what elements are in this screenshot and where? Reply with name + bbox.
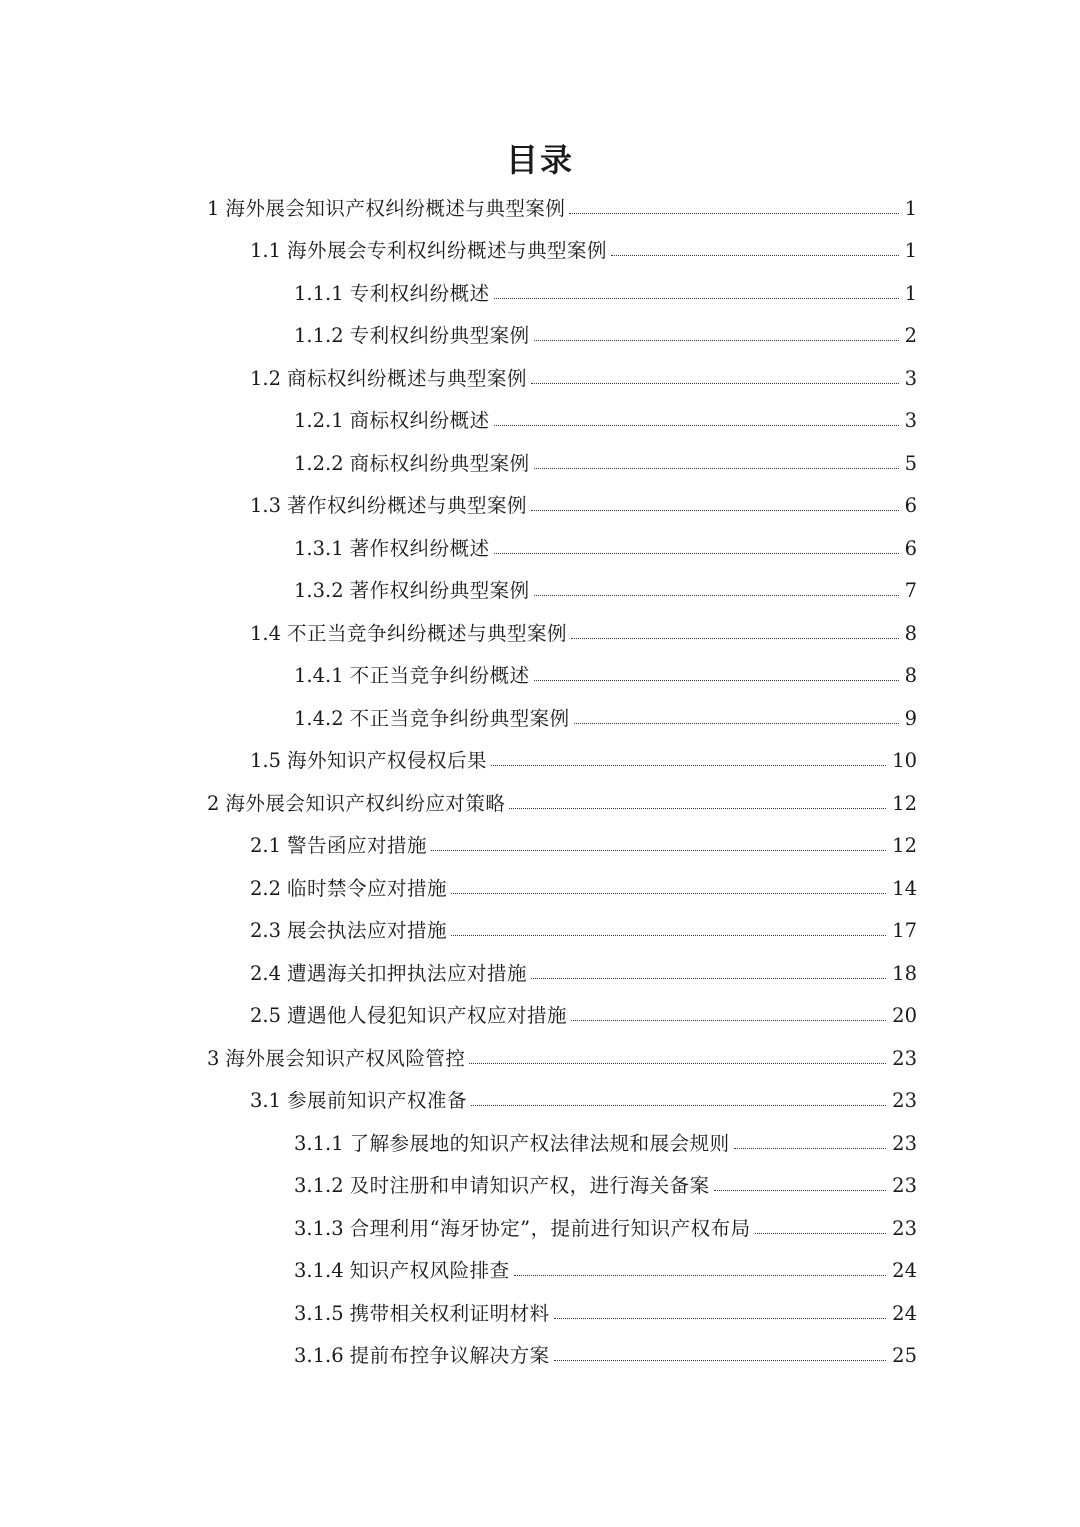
toc-entry-page: 6 <box>904 494 917 517</box>
toc-entry-number: 2.3 <box>250 919 282 942</box>
toc-entry-page: 17 <box>892 919 917 942</box>
toc-entry-number: 3.1.4 <box>294 1259 344 1282</box>
toc-entry[interactable] <box>0 1037 1080 1080</box>
toc-entry[interactable] <box>0 697 1080 740</box>
toc-entry-title: 不正当竞争纠纷概述 <box>349 664 530 687</box>
toc-entry-page: 23 <box>892 1131 917 1155</box>
toc-entry-title: 携带相关权利证明材料 <box>349 1301 550 1325</box>
toc-entry[interactable] <box>0 782 1080 825</box>
toc-entry-title: 遭遇他人侵犯知识产权应对措施 <box>287 1004 568 1027</box>
toc-entry-page: 1 <box>904 196 917 220</box>
toc-entry-title: 不正当竞争纠纷概述与典型案例 <box>287 621 568 645</box>
toc-entry-page: 3 <box>904 409 917 432</box>
toc-dot-leader <box>714 1190 887 1191</box>
toc-entry-title: 商标权纠纷典型案例 <box>349 451 530 475</box>
toc-entry[interactable] <box>0 570 1080 613</box>
toc-entry-number: 1.5 <box>250 749 282 772</box>
toc-entry-number: 3.1.3 <box>294 1216 344 1240</box>
toc-entry-page: 14 <box>892 876 917 900</box>
toc-entry-title: 商标权纠纷概述与典型案例 <box>287 366 528 390</box>
toc-entry[interactable] <box>0 1335 1080 1378</box>
toc-entry[interactable] <box>0 230 1080 273</box>
toc-entry-number: 1.1.1 <box>294 281 344 305</box>
toc-entry-page: 23 <box>892 1046 917 1070</box>
toc-entry-number: 1.4.2 <box>294 706 344 730</box>
toc-dot-leader <box>469 1063 886 1064</box>
toc-entry-title: 遭遇海关扣押执法应对措施 <box>287 961 528 985</box>
toc-dot-leader <box>534 340 899 341</box>
toc-entry[interactable] <box>0 485 1080 528</box>
toc-entry[interactable] <box>0 1165 1080 1208</box>
toc-dot-leader <box>451 893 886 894</box>
toc-entry-page: 5 <box>904 451 917 475</box>
toc-dot-leader <box>494 298 899 299</box>
toc-entry[interactable] <box>0 740 1080 783</box>
toc-entry-title: 不正当竞争纠纷典型案例 <box>349 706 570 730</box>
toc-entry-title: 及时注册和申请知识产权，进行海关备案 <box>349 1174 710 1197</box>
toc-entry-title: 专利权纠纷概述 <box>349 281 490 305</box>
toc-entry[interactable] <box>0 315 1080 358</box>
toc-title: 目录 <box>505 141 574 179</box>
toc-entry-page: 3 <box>904 366 917 390</box>
toc-entry-page: 8 <box>904 664 917 687</box>
toc-dot-leader <box>431 850 886 851</box>
toc-entry-number: 3 <box>207 1046 220 1070</box>
toc-entry[interactable] <box>0 272 1080 315</box>
toc-entry-title: 海外展会知识产权纠纷概述与典型案例 <box>225 196 566 220</box>
toc-entry[interactable] <box>0 867 1080 910</box>
toc-entry-page: 18 <box>892 961 917 985</box>
toc-entry-page: 8 <box>904 621 917 645</box>
toc-entry-page: 6 <box>904 536 917 560</box>
toc-entry-title: 海外知识产权侵权后果 <box>287 749 488 772</box>
toc-entry-page: 12 <box>892 834 917 857</box>
toc-dot-leader <box>554 1318 887 1319</box>
toc-entry-title: 海外展会知识产权风险管控 <box>225 1046 466 1070</box>
toc-dot-leader <box>571 638 899 639</box>
toc-entry[interactable] <box>0 1292 1080 1335</box>
toc-entry-title: 临时禁令应对措施 <box>287 876 448 900</box>
toc-entry-number: 3.1.2 <box>294 1174 344 1197</box>
toc-entry-title: 专利权纠纷典型案例 <box>349 324 530 347</box>
toc-entry-number: 1.4.1 <box>294 664 344 687</box>
toc-dot-leader <box>571 1020 886 1021</box>
toc-entry-title: 知识产权风险排查 <box>349 1259 510 1282</box>
toc-dot-leader <box>611 255 899 256</box>
toc-entry-number: 1.4 <box>250 621 282 645</box>
toc-entry[interactable] <box>0 655 1080 698</box>
toc-entry[interactable] <box>0 612 1080 655</box>
toc-entry[interactable] <box>0 1207 1080 1250</box>
toc-entry-page: 23 <box>892 1216 917 1240</box>
toc-entry-number: 1 <box>207 196 220 220</box>
toc-entry-number: 1.2.2 <box>294 451 344 475</box>
toc-dot-leader <box>494 553 899 554</box>
toc-entry-title: 警告函应对措施 <box>287 834 428 857</box>
toc-dot-leader <box>569 213 898 214</box>
toc-entry-page: 23 <box>892 1174 917 1197</box>
toc-entry-title: 参展前知识产权准备 <box>287 1089 468 1112</box>
toc-entry-number: 2 <box>207 791 220 815</box>
toc-entry[interactable] <box>0 1122 1080 1165</box>
toc-dot-leader <box>494 425 899 426</box>
toc-entry[interactable] <box>0 400 1080 443</box>
toc-entry-page: 24 <box>892 1259 917 1282</box>
toc-entry-page: 12 <box>892 791 917 815</box>
toc-entry[interactable] <box>0 910 1080 953</box>
toc-entry-page: 10 <box>892 749 917 772</box>
toc-entry-page: 25 <box>892 1344 917 1367</box>
toc-entry-page: 20 <box>892 1004 917 1027</box>
toc-entry-page: 2 <box>904 324 917 347</box>
toc-entry-title: 合理利用“海牙协定”，提前进行知识产权布局 <box>349 1216 751 1240</box>
toc-entry-page: 9 <box>904 706 917 730</box>
toc-dot-leader <box>534 595 899 596</box>
toc-entry[interactable] <box>0 527 1080 570</box>
toc-entry[interactable] <box>0 187 1080 230</box>
toc-entry-number: 3.1.6 <box>294 1344 344 1367</box>
toc-entry-number: 2.4 <box>250 961 282 985</box>
toc-entry-page: 1 <box>904 281 917 305</box>
toc-entry-title: 海外展会知识产权纠纷应对策略 <box>225 791 506 815</box>
toc-entry-number: 3.1.1 <box>294 1131 344 1155</box>
toc-dot-leader <box>531 383 899 384</box>
toc-dot-leader <box>534 468 899 469</box>
toc-entry-number: 2.5 <box>250 1004 282 1027</box>
toc-entry[interactable] <box>0 442 1080 485</box>
toc-entry-title: 商标权纠纷概述 <box>349 409 490 432</box>
toc-entry-number: 1.1 <box>250 239 282 262</box>
toc-entry-title: 著作权纠纷典型案例 <box>349 579 530 602</box>
toc-dot-leader <box>514 1275 887 1276</box>
toc-dot-leader <box>554 1360 887 1361</box>
toc-entry-number: 1.2.1 <box>294 409 344 432</box>
toc-list <box>0 187 1080 1377</box>
toc-dot-leader <box>574 723 899 724</box>
toc-entry-number: 1.1.2 <box>294 324 344 347</box>
toc-entry[interactable] <box>0 1080 1080 1123</box>
toc-entry-page: 24 <box>892 1301 917 1325</box>
toc-entry-title: 著作权纠纷概述 <box>349 536 490 560</box>
toc-entry-title: 著作权纠纷概述与典型案例 <box>287 494 528 517</box>
toc-entry[interactable] <box>0 357 1080 400</box>
toc-dot-leader <box>734 1148 887 1149</box>
toc-entry-number: 3.1 <box>250 1089 282 1112</box>
toc-entry[interactable] <box>0 995 1080 1038</box>
toc-entry-number: 2.1 <box>250 834 282 857</box>
toc-entry-number: 2.2 <box>250 876 282 900</box>
toc-entry-number: 1.3 <box>250 494 282 517</box>
toc-entry-title: 提前布控争议解决方案 <box>349 1344 550 1367</box>
toc-dot-leader <box>509 808 886 809</box>
toc-entry-page: 7 <box>904 579 917 602</box>
toc-dot-leader <box>451 935 886 936</box>
toc-dot-leader <box>471 1105 886 1106</box>
toc-dot-leader <box>534 680 899 681</box>
toc-entry-number: 1.2 <box>250 366 282 390</box>
toc-entry-title: 了解参展地的知识产权法律法规和展会规则 <box>349 1131 730 1155</box>
toc-entry-title: 海外展会专利权纠纷概述与典型案例 <box>287 239 608 262</box>
toc-entry[interactable] <box>0 825 1080 868</box>
toc-entry-number: 1.3.2 <box>294 579 344 602</box>
toc-entry-page: 1 <box>904 239 917 262</box>
toc-entry-number: 3.1.5 <box>294 1301 344 1325</box>
toc-dot-leader <box>491 765 886 766</box>
toc-entry[interactable] <box>0 1250 1080 1293</box>
toc-entry[interactable] <box>0 952 1080 995</box>
toc-entry-number: 1.3.1 <box>294 536 344 560</box>
toc-entry-page: 23 <box>892 1089 917 1112</box>
toc-entry-title: 展会执法应对措施 <box>287 919 448 942</box>
toc-dot-leader <box>531 978 886 979</box>
toc-dot-leader <box>755 1233 887 1234</box>
toc-dot-leader <box>531 510 899 511</box>
